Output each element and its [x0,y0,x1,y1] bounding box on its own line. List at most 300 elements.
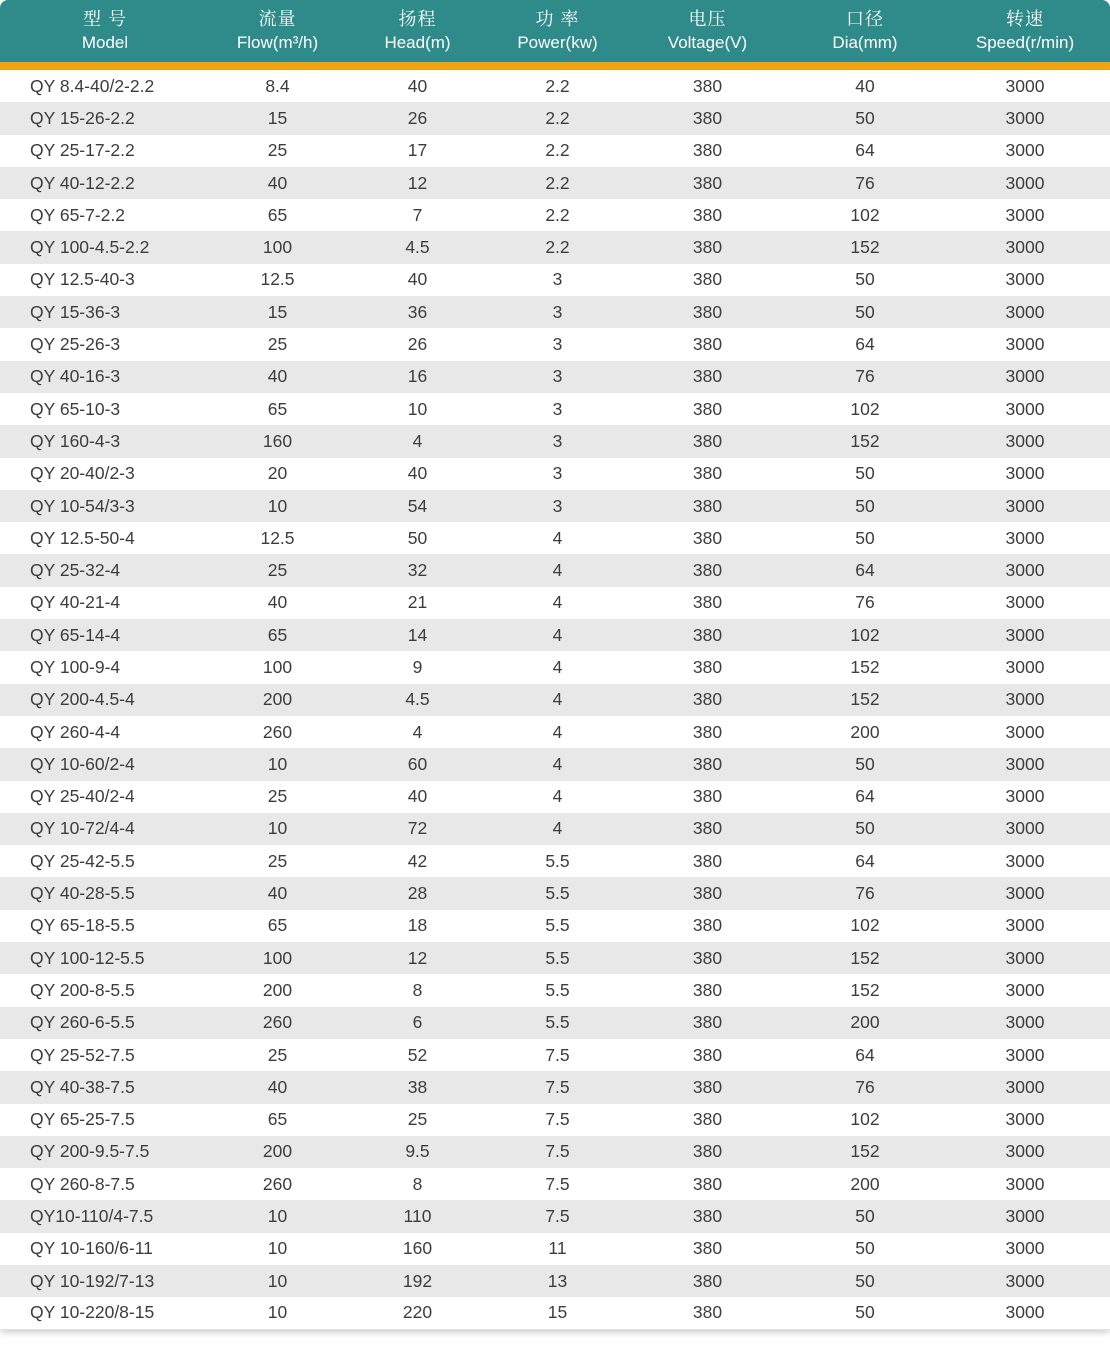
cell-model: QY 40-12-2.2 [30,172,135,193]
cell-voltage: 380 [692,1141,723,1162]
cell-dia: 64 [855,786,875,807]
cell-head: 25 [407,1109,428,1130]
cell-power: 3 [552,366,563,387]
cell-power: 4 [552,818,563,839]
cell-flow: 40 [267,883,288,904]
cell-dia: 50 [855,301,875,322]
cell-flow: 65 [267,204,288,225]
cell-model: QY 25-52-7.5 [30,1044,135,1065]
cell-model: QY 25-17-2.2 [30,140,135,161]
cell-power: 2.2 [545,237,570,258]
column-header-flow-en: Flow(m³/h) [236,32,319,52]
table-row [0,1297,1110,1329]
cell-voltage: 380 [692,107,723,128]
cell-power: 4 [552,721,563,742]
cell-dia: 50 [855,1238,875,1259]
column-header-speed-en: Speed(r/min) [975,32,1075,52]
cell-model: QY 40-38-7.5 [30,1076,135,1097]
cell-flow: 40 [267,1076,288,1097]
cell-voltage: 380 [692,398,723,419]
cell-power: 3 [552,269,563,290]
column-header-speed [940,7,1110,54]
cell-power: 3 [552,301,563,322]
table-row [0,135,1110,167]
cell-head: 8 [412,1173,423,1194]
cell-voltage: 380 [692,656,723,677]
cell-flow: 15 [267,107,288,128]
column-header-head [345,7,490,54]
cell-power: 5.5 [545,915,570,936]
cell-voltage: 380 [692,463,723,484]
cell-model: QY 15-36-3 [30,301,121,322]
cell-voltage: 380 [692,1012,723,1033]
cell-speed: 3000 [1005,818,1045,839]
cell-power: 2.2 [545,204,570,225]
cell-head: 54 [407,495,428,516]
cell-dia: 152 [850,979,880,1000]
table-row [0,910,1110,942]
cell-model: QY 65-7-2.2 [30,204,126,225]
cell-head: 60 [407,753,428,774]
cell-model: QY 10-160/6-11 [30,1238,153,1259]
table-row [0,845,1110,877]
cell-dia: 50 [855,1206,875,1227]
cell-voltage: 380 [692,1270,723,1291]
cell-head: 160 [402,1238,433,1259]
cell-dia: 152 [850,237,880,258]
cell-model: QY 160-4-3 [30,430,121,451]
cell-flow: 260 [262,1012,293,1033]
cell-power: 4 [552,786,563,807]
column-header-speed-zh: 转速 [1006,9,1044,30]
cell-flow: 10 [267,1206,288,1227]
column-header-model-en: Model [81,32,129,52]
cell-model: QY 260-6-5.5 [30,1012,135,1033]
cell-power: 2.2 [545,75,570,96]
column-header-dia [790,7,940,54]
cell-speed: 3000 [1005,656,1045,677]
cell-voltage: 380 [692,1206,723,1227]
table-row [0,393,1110,425]
cell-voltage: 380 [692,334,723,355]
cell-head: 36 [407,301,428,322]
cell-power: 7.5 [545,1206,570,1227]
cell-model: QY 100-9-4 [30,656,121,677]
cell-speed: 3000 [1005,1302,1045,1323]
cell-speed: 3000 [1005,560,1045,581]
cell-power: 4 [552,560,563,581]
cell-voltage: 380 [692,1173,723,1194]
cell-model: QY 25-32-4 [30,560,121,581]
cell-head: 6 [412,1012,423,1033]
cell-flow: 8.4 [265,75,290,96]
cell-speed: 3000 [1005,947,1045,968]
cell-power: 15 [547,1302,568,1323]
cell-head: 4 [412,430,423,451]
cell-flow: 10 [267,818,288,839]
table-row [0,554,1110,586]
column-header-flow [210,7,345,54]
cell-voltage: 380 [692,172,723,193]
table-row [0,813,1110,845]
cell-speed: 3000 [1005,269,1045,290]
cell-head: 21 [407,592,428,613]
cell-voltage: 380 [692,947,723,968]
table-row [0,328,1110,360]
cell-power: 7.5 [545,1044,570,1065]
cell-dia: 50 [855,463,875,484]
cell-head: 12 [407,172,428,193]
cell-dia: 200 [850,721,880,742]
cell-power: 7.5 [545,1141,570,1162]
cell-model: QY 40-28-5.5 [30,883,135,904]
cell-speed: 3000 [1005,786,1045,807]
cell-speed: 3000 [1005,172,1045,193]
cell-dia: 50 [855,495,875,516]
cell-flow: 25 [267,850,288,871]
cell-dia: 50 [855,753,875,774]
cell-power: 2.2 [545,172,570,193]
cell-model: QY 65-14-4 [30,624,121,645]
cell-dia: 76 [855,592,875,613]
cell-model: QY 65-18-5.5 [30,915,135,936]
cell-model: QY 100-4.5-2.2 [30,237,150,258]
cell-model: QY 260-8-7.5 [30,1173,135,1194]
cell-model: QY 10-60/2-4 [30,753,135,774]
table-row [0,1200,1110,1232]
cell-head: 52 [407,1044,428,1065]
column-header-power-en: Power(kw) [517,32,598,52]
table-row [0,684,1110,716]
cell-dia: 50 [855,527,875,548]
cell-power: 13 [547,1270,568,1291]
cell-flow: 12.5 [260,527,295,548]
cell-flow: 40 [267,172,288,193]
cell-dia: 64 [855,1044,875,1065]
cell-model: QY 15-26-2.2 [30,107,135,128]
table-row [0,1039,1110,1071]
cell-speed: 3000 [1005,850,1045,871]
column-header-model [0,7,210,54]
table-row [0,199,1110,231]
cell-model: QY 12.5-50-4 [30,527,135,548]
cell-speed: 3000 [1005,527,1045,548]
cell-model: QY 10-54/3-3 [30,495,135,516]
cell-power: 4 [552,592,563,613]
cell-voltage: 380 [692,915,723,936]
table-row [0,231,1110,263]
cell-voltage: 380 [692,204,723,225]
cell-flow: 65 [267,1109,288,1130]
cell-flow: 10 [267,495,288,516]
cell-speed: 3000 [1005,1044,1045,1065]
cell-voltage: 380 [692,689,723,710]
cell-power: 5.5 [545,947,570,968]
cell-dia: 50 [855,818,875,839]
cell-dia: 102 [850,624,880,645]
cell-power: 3 [552,495,563,516]
cell-dia: 50 [855,269,875,290]
table-header-row [0,0,1110,62]
cell-dia: 76 [855,883,875,904]
cell-dia: 50 [855,1270,875,1291]
cell-speed: 3000 [1005,1206,1045,1227]
cell-voltage: 380 [692,237,723,258]
table-row [0,264,1110,296]
cell-head: 16 [407,366,428,387]
cell-dia: 40 [855,75,875,96]
cell-dia: 102 [850,204,880,225]
cell-dia: 152 [850,689,880,710]
cell-speed: 3000 [1005,624,1045,645]
cell-dia: 152 [850,947,880,968]
cell-voltage: 380 [692,1044,723,1065]
cell-voltage: 380 [692,495,723,516]
cell-power: 5.5 [545,1012,570,1033]
cell-flow: 260 [262,721,293,742]
cell-dia: 76 [855,172,875,193]
column-header-power-zh: 功 率 [535,9,580,30]
header-accent-bar [0,62,1110,70]
cell-voltage: 380 [692,527,723,548]
column-header-flow-zh: 流量 [258,9,297,30]
cell-flow: 10 [267,1302,288,1323]
cell-speed: 3000 [1005,753,1045,774]
cell-model: QY 8.4-40/2-2.2 [30,75,155,96]
cell-dia: 200 [850,1012,880,1033]
column-header-head-zh: 扬程 [398,9,437,30]
cell-voltage: 380 [692,883,723,904]
cell-speed: 3000 [1005,689,1045,710]
cell-speed: 3000 [1005,237,1045,258]
cell-speed: 3000 [1005,398,1045,419]
cell-model: QY10-110/4-7.5 [30,1206,154,1227]
cell-voltage: 380 [692,721,723,742]
cell-voltage: 380 [692,1302,723,1323]
column-header-dia-en: Dia(mm) [832,32,898,52]
cell-head: 38 [407,1076,428,1097]
column-header-power [490,7,625,54]
cell-speed: 3000 [1005,366,1045,387]
cell-head: 220 [402,1302,433,1323]
cell-speed: 3000 [1005,1076,1045,1097]
table-row [0,877,1110,909]
cell-flow: 200 [262,1141,293,1162]
cell-speed: 3000 [1005,1012,1045,1033]
cell-voltage: 380 [692,140,723,161]
cell-head: 17 [407,140,428,161]
cell-speed: 3000 [1005,1109,1045,1130]
cell-model: QY 25-40/2-4 [30,786,135,807]
cell-speed: 3000 [1005,1270,1045,1291]
cell-speed: 3000 [1005,592,1045,613]
cell-model: QY 10-192/7-13 [30,1270,155,1291]
cell-flow: 25 [267,1044,288,1065]
table-row [0,1168,1110,1200]
cell-power: 4 [552,527,563,548]
cell-flow: 25 [267,560,288,581]
cell-head: 8 [412,979,423,1000]
cell-voltage: 380 [692,1109,723,1130]
cell-dia: 152 [850,1141,880,1162]
cell-voltage: 380 [692,818,723,839]
cell-head: 12 [407,947,428,968]
table-row [0,651,1110,683]
table-row [0,942,1110,974]
table-row [0,1136,1110,1168]
cell-speed: 3000 [1005,140,1045,161]
cell-flow: 65 [267,624,288,645]
cell-head: 28 [407,883,428,904]
cell-dia: 102 [850,915,880,936]
cell-voltage: 380 [692,979,723,1000]
table-row [0,102,1110,134]
cell-dia: 76 [855,1076,875,1097]
cell-model: QY 25-26-3 [30,334,121,355]
cell-head: 18 [407,915,428,936]
table-row [0,1104,1110,1136]
cell-voltage: 380 [692,1238,723,1259]
cell-head: 110 [403,1206,432,1227]
cell-speed: 3000 [1005,463,1045,484]
cell-model: QY 10-220/8-15 [30,1302,155,1323]
cell-head: 40 [407,75,428,96]
cell-flow: 12.5 [260,269,295,290]
cell-power: 3 [552,463,563,484]
cell-speed: 3000 [1005,334,1045,355]
cell-flow: 10 [267,1238,288,1259]
cell-power: 11 [548,1238,567,1259]
table-row [0,167,1110,199]
cell-flow: 25 [267,334,288,355]
cell-flow: 40 [267,592,288,613]
cell-speed: 3000 [1005,301,1045,322]
cell-head: 4.5 [405,237,430,258]
table-row [0,296,1110,328]
cell-head: 50 [407,527,428,548]
cell-model: QY 10-72/4-4 [30,818,135,839]
cell-flow: 65 [267,915,288,936]
table-row [0,425,1110,457]
column-header-voltage-en: Voltage(V) [667,32,748,52]
cell-dia: 102 [850,398,880,419]
cell-flow: 20 [267,463,288,484]
cell-power: 3 [552,398,563,419]
cell-head: 40 [407,463,428,484]
column-header-dia-zh: 口径 [846,9,884,30]
cell-speed: 3000 [1005,430,1045,451]
cell-speed: 3000 [1005,915,1045,936]
table-row [0,522,1110,554]
cell-dia: 50 [855,1302,875,1323]
table-row [0,587,1110,619]
cell-model: QY 65-25-7.5 [30,1109,135,1130]
cell-flow: 40 [267,366,288,387]
cell-power: 4 [552,624,563,645]
cell-speed: 3000 [1005,883,1045,904]
cell-model: QY 20-40/2-3 [30,463,135,484]
cell-head: 42 [407,850,428,871]
cell-model: QY 200-8-5.5 [30,979,135,1000]
table-row [0,361,1110,393]
cell-flow: 10 [267,1270,288,1291]
cell-head: 26 [407,107,428,128]
cell-head: 9.5 [405,1141,430,1162]
table-row [0,458,1110,490]
cell-model: QY 100-12-5.5 [30,947,145,968]
cell-model: QY 200-4.5-4 [30,689,135,710]
cell-voltage: 380 [692,560,723,581]
cell-speed: 3000 [1005,495,1045,516]
cell-flow: 200 [262,979,293,1000]
cell-flow: 25 [267,140,288,161]
table-row [0,1265,1110,1297]
cell-voltage: 380 [692,1076,723,1097]
cell-speed: 3000 [1005,75,1045,96]
table-row [0,1233,1110,1265]
table-row [0,781,1110,813]
cell-speed: 3000 [1005,1141,1045,1162]
cell-flow: 65 [267,398,288,419]
cell-voltage: 380 [692,430,723,451]
cell-speed: 3000 [1005,721,1045,742]
column-header-head-en: Head(m) [384,32,451,52]
cell-dia: 50 [855,107,875,128]
cell-power: 3 [552,334,563,355]
cell-dia: 64 [855,850,875,871]
cell-head: 26 [407,334,428,355]
cell-flow: 160 [262,430,293,451]
cell-dia: 152 [850,430,880,451]
cell-power: 3 [552,430,563,451]
cell-voltage: 380 [692,624,723,645]
table-row [0,1071,1110,1103]
table-row [0,490,1110,522]
table-row [0,974,1110,1006]
cell-power: 5.5 [545,850,570,871]
cell-power: 5.5 [545,883,570,904]
cell-power: 4 [552,689,563,710]
cell-voltage: 380 [692,301,723,322]
cell-speed: 3000 [1005,979,1045,1000]
cell-head: 40 [407,786,428,807]
cell-dia: 64 [855,560,875,581]
cell-head: 7 [412,204,423,225]
table-row [0,70,1110,102]
cell-power: 2.2 [545,107,570,128]
cell-head: 32 [407,560,428,581]
column-header-model-zh: 型 号 [82,9,127,30]
cell-voltage: 380 [692,366,723,387]
cell-speed: 3000 [1005,204,1045,225]
cell-power: 7.5 [545,1173,570,1194]
cell-flow: 260 [262,1173,293,1194]
cell-flow: 100 [262,237,293,258]
cell-flow: 25 [267,786,288,807]
cell-dia: 200 [850,1173,880,1194]
cell-voltage: 380 [692,269,723,290]
cell-flow: 100 [262,947,293,968]
cell-voltage: 380 [692,75,723,96]
cell-head: 9 [412,656,423,677]
cell-flow: 15 [267,301,288,322]
cell-dia: 152 [850,656,880,677]
cell-power: 7.5 [545,1109,570,1130]
table-row [0,1007,1110,1039]
table-row [0,748,1110,780]
cell-head: 10 [407,398,428,419]
cell-model: QY 40-16-3 [30,366,121,387]
